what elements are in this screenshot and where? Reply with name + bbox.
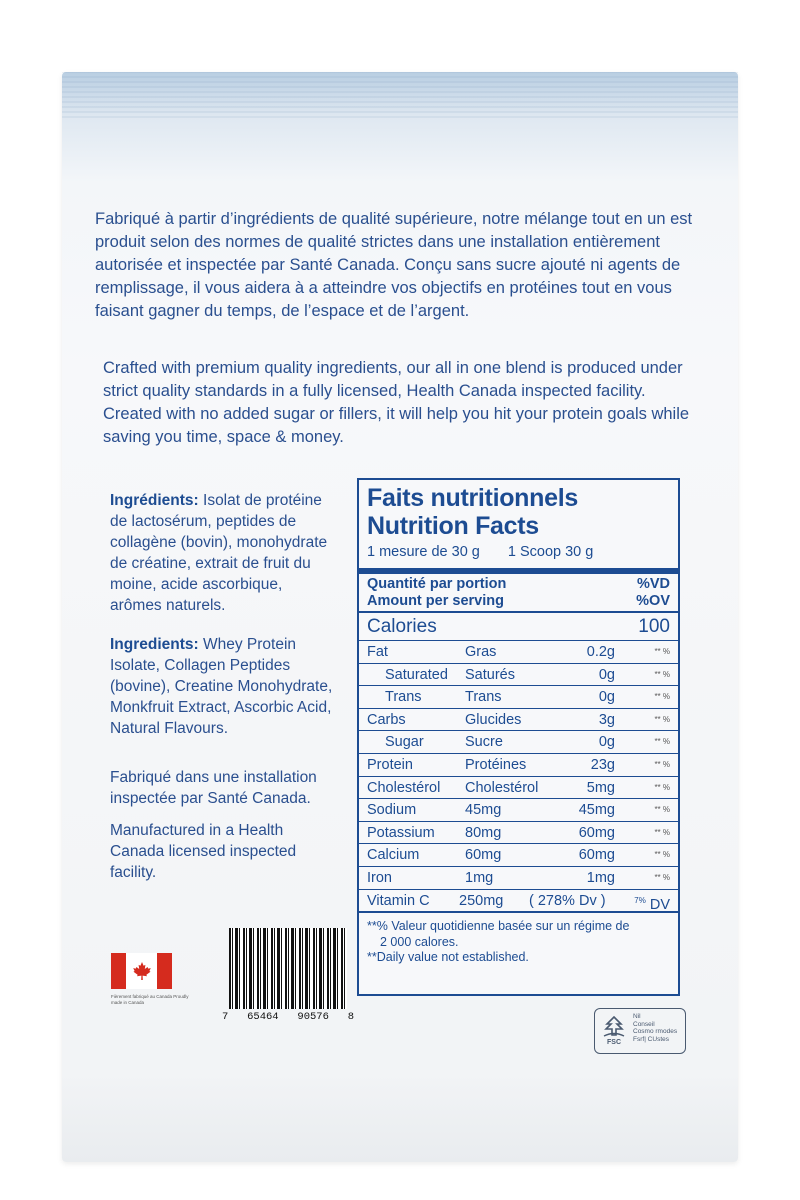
nutrition-facts-panel	[357, 478, 680, 996]
facility-french: Fabriqué dans une installation inspectée par Santé Canada.	[110, 769, 317, 807]
fsc-line-2: Conseil	[633, 1020, 655, 1028]
nutrient-amount: 0g	[598, 689, 615, 706]
nutrient-name: Trans	[385, 689, 422, 706]
fsc-line-1: Nil	[633, 1013, 641, 1020]
nutrition-title-english: Nutrition Facts	[367, 512, 539, 540]
calories-value: 100	[638, 616, 670, 637]
nutrient-name: Calcium	[367, 847, 420, 864]
nutrient-name-fr: Trans	[465, 689, 502, 706]
nutrient-name-fr: Saturés	[465, 666, 515, 683]
nutrient-name: Fat	[367, 644, 388, 660]
vitamin-c-name: Vitamin C	[367, 892, 430, 909]
nutrient-row	[359, 640, 678, 663]
footnote-line-2: 2 000 calores.	[380, 934, 459, 949]
nutrient-amount: 60mg	[578, 824, 615, 841]
ingredients-column	[110, 490, 335, 894]
nutrient-dv: ** %	[654, 827, 670, 837]
ingredients-english-label: Ingredients:	[110, 636, 199, 653]
nutrient-dv: ** %	[654, 714, 670, 724]
serving-size	[359, 540, 678, 568]
barcode-digits-right: 90576	[297, 1011, 329, 1023]
nutrient-row	[359, 821, 678, 844]
nutrient-dv: ** %	[654, 782, 670, 792]
nutrient-amount: 60mg	[578, 847, 615, 864]
fsc-tree-icon	[595, 1009, 633, 1053]
facility-english: Manufactured in a Health Canada licensed inspected facility.	[110, 822, 297, 881]
fsc-text	[633, 1009, 677, 1053]
ingredients-french-text: Isolat de protéine de lactosérum, peptides de collagène (bovin), monohydrate de créatine, extrait de fruit du moine, acide ascorbique, arômes naturels.	[110, 492, 328, 614]
nutrient-dv: ** %	[654, 759, 670, 769]
nutrient-name: Iron	[367, 869, 392, 886]
vitamin-c-percent: ( 278% Dv )	[529, 892, 606, 909]
nutrition-footnote	[359, 911, 678, 966]
nutrient-name-fr: Glucides	[465, 711, 522, 728]
barcode-digits-left: 65464	[247, 1011, 279, 1023]
barcode-numbers	[222, 1011, 354, 1023]
nutrient-dv: ** %	[654, 669, 670, 679]
description-french: Fabriqué à partir d’ingrédients de qualité supérieure, notre mélange tout en un est produit selon des normes de qualité strictes dans une installation entièrement autorisée et inspectée par Santé Canada. Conçu sans sucre ajouté ni agents de remplissage, il vous aidera à a atteindre vos objectifs en protéines tout en vous faisant gagner du temps, de l’espace et de l’argent.	[95, 210, 693, 320]
ingredients-english-text: Whey Protein Isolate, Collagen Peptides (bovine), Creatine Monohydrate, Monkfruit Extract, Ascorbic Acid, Natural Flavours.	[110, 636, 333, 737]
nutrient-dv: ** %	[654, 692, 670, 702]
nutrient-dv: ** %	[654, 647, 670, 656]
nutrient-row	[359, 798, 678, 821]
barcode-digit-last: 8	[347, 1011, 354, 1023]
nutrient-name: Sugar	[385, 734, 424, 751]
nutrient-row	[359, 730, 678, 753]
footnote-line-3: **Daily value not established.	[367, 950, 529, 965]
footnote-line-1: **% Valeur quotidienne basée sur un régime de	[367, 919, 630, 934]
nutrient-amount: 23g	[590, 756, 615, 773]
nutrient-name-fr: Gras	[465, 644, 497, 660]
amount-french: Quantité par portion	[367, 576, 507, 592]
fsc-badge	[594, 1008, 686, 1054]
dv-french: %VD	[636, 576, 670, 592]
nutrient-amount: 3g	[598, 711, 615, 728]
amount-english: Amount per serving	[367, 592, 504, 609]
nutrient-amount: 0g	[598, 666, 615, 683]
vitamin-c-amount: 250mg	[459, 892, 504, 909]
nutrition-title-french: Faits nutritionnels	[367, 484, 578, 512]
nutrient-amount: 1mg	[586, 869, 615, 886]
serving-size-french: 1 mesure de 30 g	[367, 544, 480, 560]
description-english: Crafted with premium quality ingredients, our all in one blend is produced under strict quality standards in a fully licensed, Health Canada inspected facility. Created with no added sugar or fillers, it will help you hit your protein goals while saving you time, space & money.	[103, 359, 690, 446]
barcode-digit-first: 7	[222, 1011, 229, 1023]
nutrient-name: Carbs	[367, 711, 406, 728]
nutrient-amount: 5mg	[586, 779, 615, 796]
vitamin-c-dv	[634, 890, 670, 916]
nutrient-name-fr: Protéines	[465, 756, 527, 773]
amount-per-serving	[359, 574, 678, 611]
nutrient-amount: 0.2g	[586, 644, 615, 660]
nutrient-name: Cholestérol	[367, 779, 441, 796]
facility-notes	[110, 767, 335, 883]
nutrient-name: Protein	[367, 756, 413, 773]
nutrient-amount-a: 80mg	[465, 824, 502, 841]
serving-size-english: 1 Scoop 30 g	[507, 544, 594, 560]
nutrient-row	[359, 776, 678, 799]
nutrient-dv: ** %	[654, 737, 670, 747]
calories-row	[359, 613, 678, 640]
nutrient-amount-a: 45mg	[465, 802, 502, 819]
nutrient-dv: ** %	[654, 850, 670, 860]
nutrient-name: Saturated	[385, 666, 448, 683]
barcode	[229, 928, 347, 1009]
calories-label: Calories	[367, 616, 437, 637]
nutrient-row	[359, 685, 678, 708]
nutrition-title	[359, 480, 678, 540]
dv-english: %OV	[636, 592, 670, 609]
nutrient-row	[359, 843, 678, 866]
nutrient-dv: ** %	[654, 805, 670, 815]
pouch-seal	[62, 72, 738, 118]
nutrient-row	[359, 708, 678, 731]
vitamin-c-dv-sup: 7%	[634, 895, 646, 905]
ingredients-french-label: Ingrédients:	[110, 492, 199, 509]
ingredients-english	[110, 634, 335, 739]
nutrient-name: Potassium	[367, 824, 435, 841]
nutrient-row	[359, 866, 678, 889]
canada-flag-icon	[111, 953, 172, 989]
nutrient-row	[359, 663, 678, 686]
nutrient-amount: 45mg	[578, 802, 615, 819]
fsc-label: FSC	[607, 1039, 621, 1046]
ingredients-french	[110, 490, 335, 616]
nutrient-dv: ** %	[654, 872, 670, 882]
nutrient-amount: 0g	[598, 734, 615, 751]
nutrient-name: Sodium	[367, 802, 417, 819]
nutrient-name-fr: Cholestérol	[465, 779, 539, 796]
fsc-line-4: Fsrf| CUstes	[633, 1035, 669, 1043]
vitamin-c-dv-label: DV	[645, 896, 670, 913]
vitamin-c-row	[359, 889, 678, 912]
nutrient-name-fr: Sucre	[465, 734, 503, 751]
fsc-line-3: Cosmo rmodes	[633, 1028, 678, 1035]
nutrient-amount-a: 60mg	[465, 847, 502, 864]
made-in-canada-text: Fièrement fabriqué au Canada Proudly made in Canada	[111, 994, 189, 1005]
nutrient-row	[359, 753, 678, 776]
nutrient-amount-a: 1mg	[465, 869, 494, 886]
